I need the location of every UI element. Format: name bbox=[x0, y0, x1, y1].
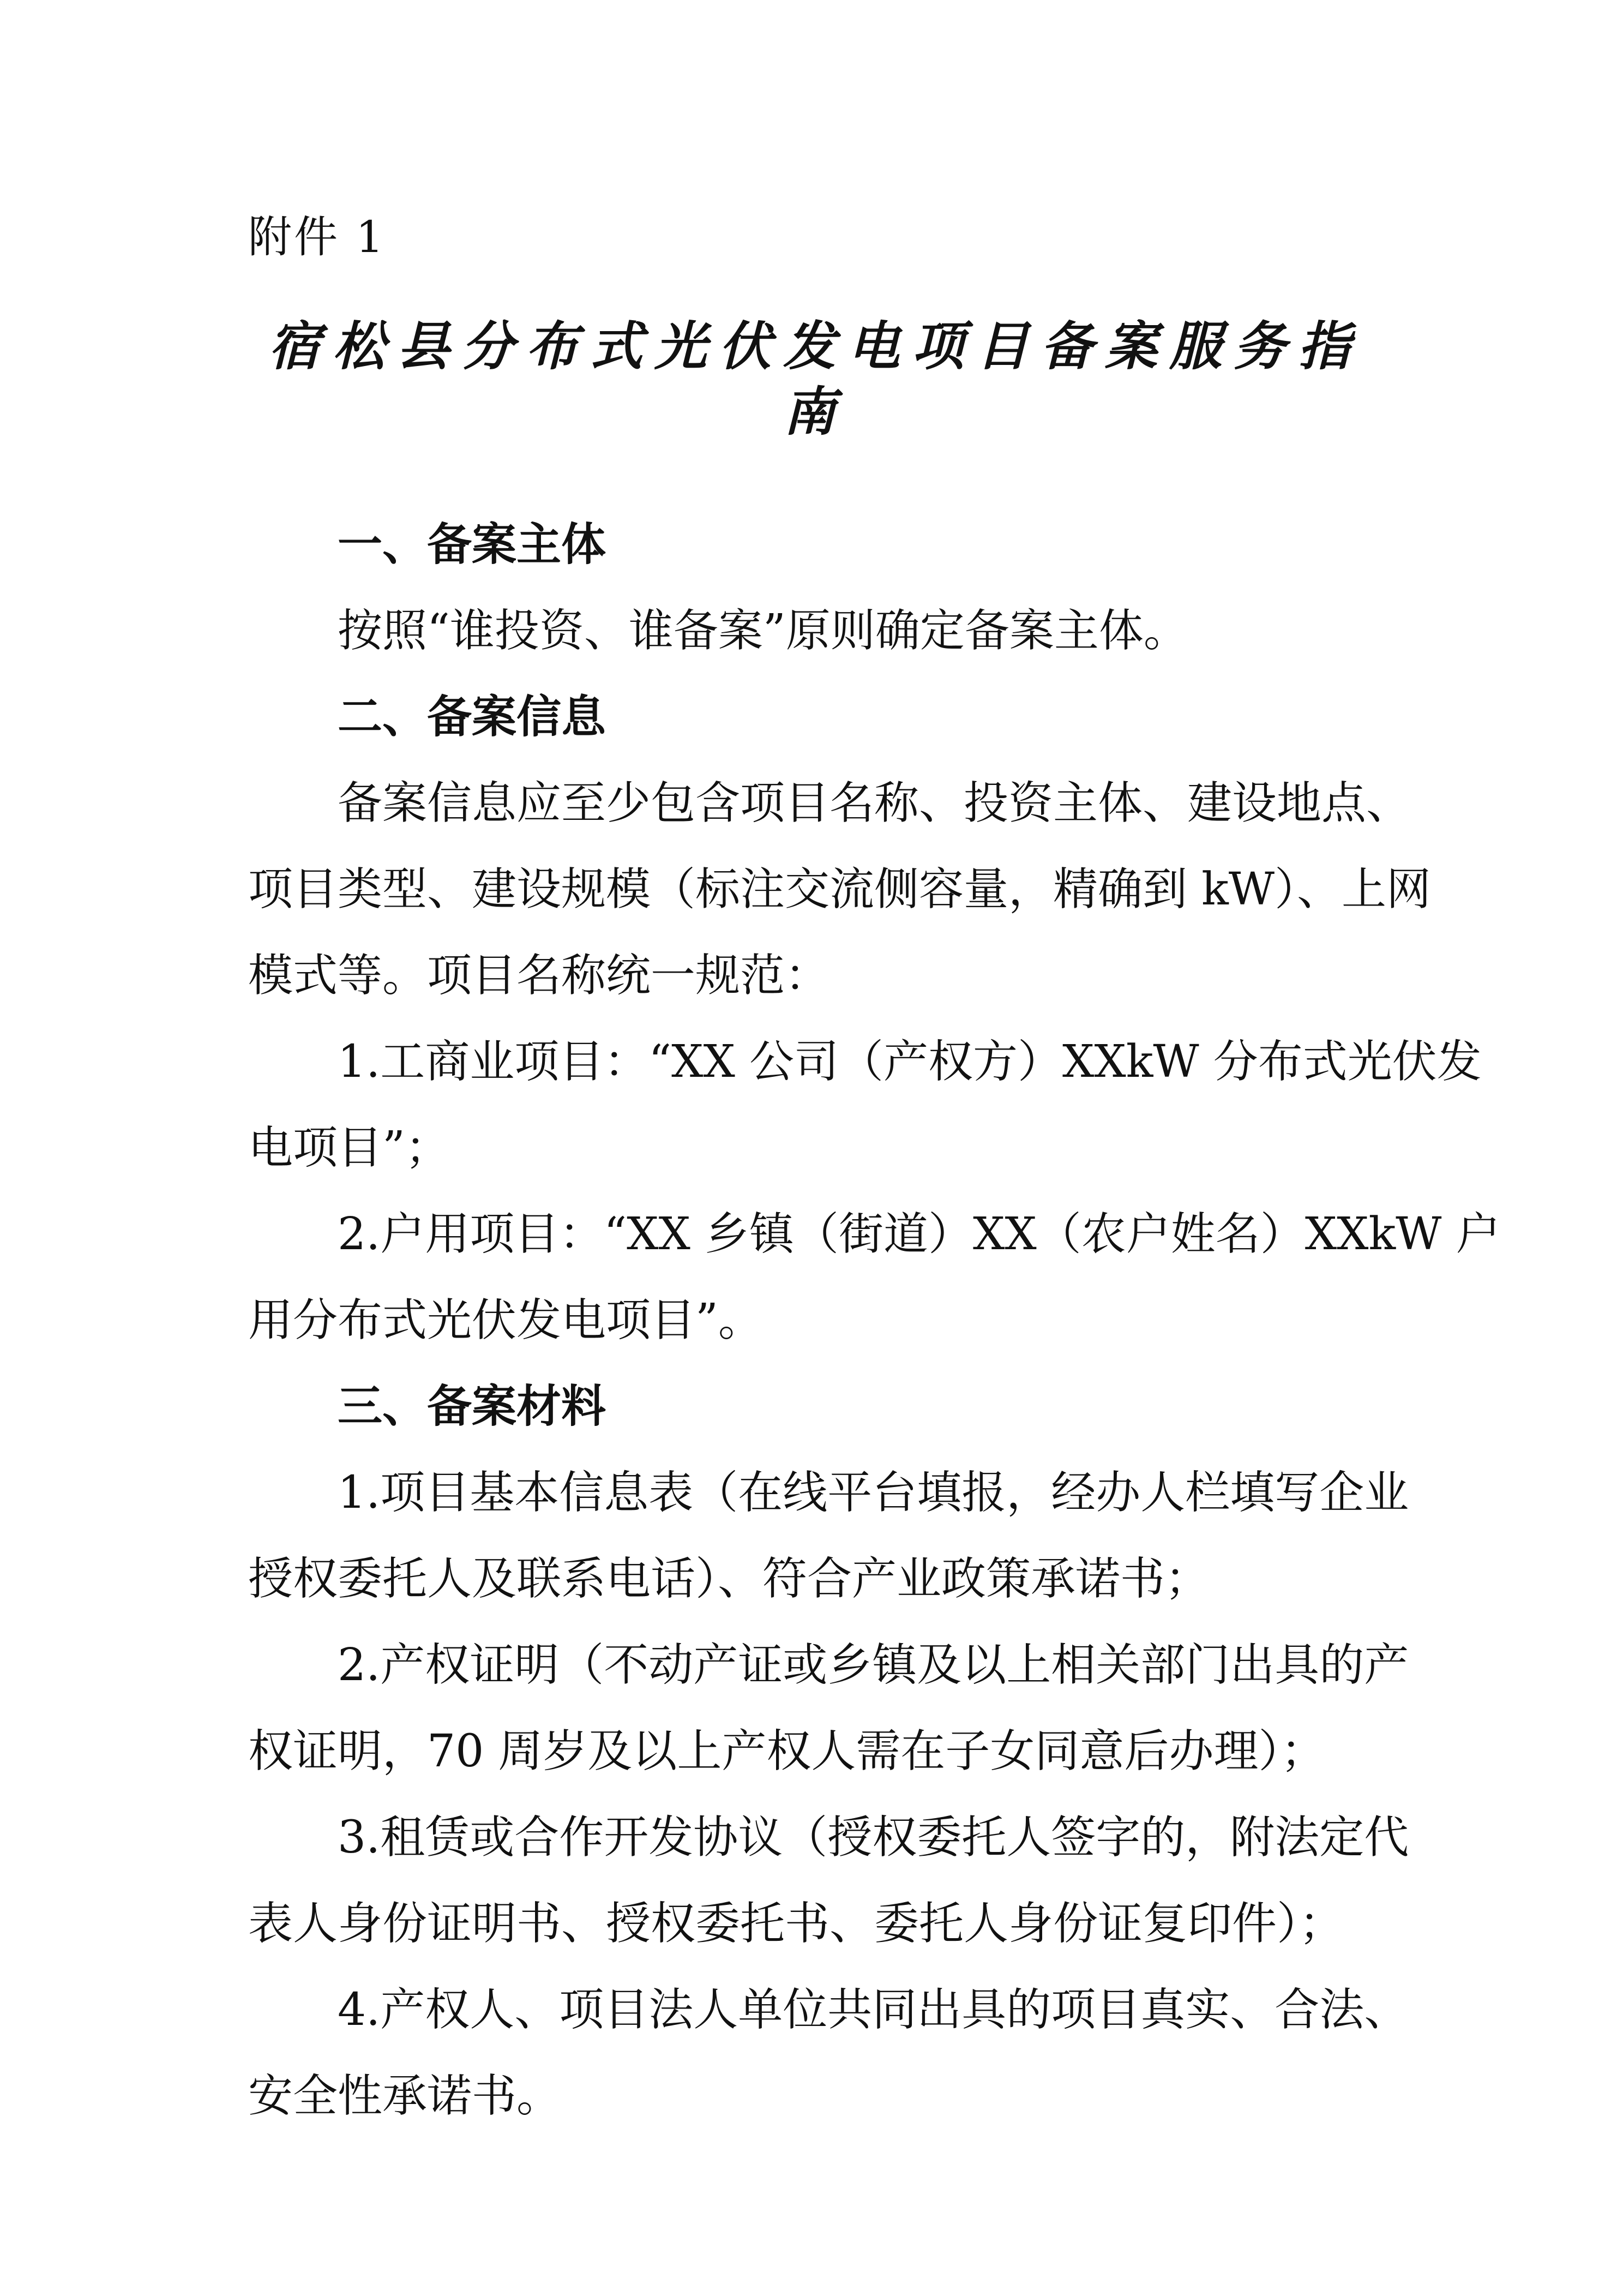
list-item-line: 权证明，70 周岁及以上产权人需在子女同意后办理）； bbox=[248, 1725, 1326, 1777]
list-item-line: 3.租赁或合作开发协议（授权委托人签字的，附法定代 bbox=[338, 1812, 1409, 1863]
list-item-line: 表人身份证明书、授权委托书、委托人身份证复印件）； bbox=[248, 1898, 1344, 1950]
list-item-line: 用分布式光伏发电项目”。 bbox=[248, 1294, 763, 1346]
paragraph-line: 按照“谁投资、谁备案”原则确定备案主体。 bbox=[338, 605, 1188, 657]
list-item-line: 安全性承诺书。 bbox=[248, 2070, 562, 2122]
paragraph-line: 模式等。项目名称统一规范： bbox=[248, 950, 830, 1002]
document-title: 宿松县分布式光伏发电项目备案服务指南 bbox=[268, 315, 1362, 442]
paragraph-line: 项目类型、建设规模（标注交流侧容量，精确到 kW）、上网 bbox=[248, 864, 1432, 915]
list-item-line: 4.产权人、项目法人单位共同出具的项目真实、合法、 bbox=[338, 1984, 1409, 2036]
document-body bbox=[248, 502, 1501, 2139]
section-heading-2: 二、备案信息 bbox=[338, 691, 606, 743]
list-item-line: 1.项目基本信息表（在线平台填报，经办人栏填写企业 bbox=[338, 1467, 1409, 1519]
list-item-line: 授权委托人及联系电话）、符合产业政策承诺书； bbox=[248, 1553, 1210, 1605]
list-item-line: 电项目”； bbox=[248, 1122, 450, 1174]
list-item-line: 2.户用项目：“XX 乡镇（街道）XX（农户姓名）XXkW 户 bbox=[338, 1208, 1501, 1260]
section-heading-1: 一、备案主体 bbox=[338, 519, 606, 571]
list-item-line: 2.产权证明（不动产证或乡镇及以上相关部门出具的产 bbox=[338, 1639, 1409, 1691]
attachment-label: 附件 1 bbox=[248, 212, 386, 262]
section-heading-3: 三、备案材料 bbox=[338, 1381, 606, 1432]
list-item-line: 1.工商业项目：“XX 公司（产权方）XXkW 分布式光伏发 bbox=[338, 1036, 1482, 1088]
paragraph-line: 备案信息应至少包含项目名称、投资主体、建设地点、 bbox=[338, 777, 1411, 829]
